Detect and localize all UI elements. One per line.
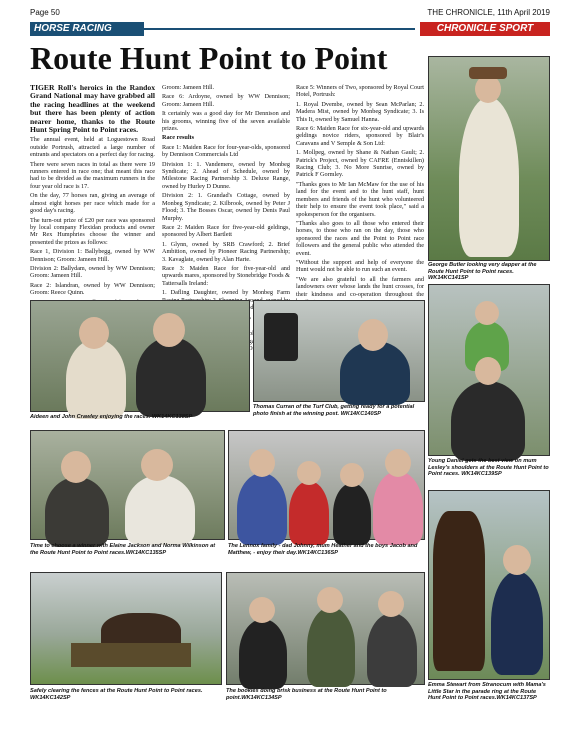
photo-elaine-norma	[30, 430, 225, 540]
caption-emma-stewart: Emma Stewart from Stranocum with Mama's Little Star in the parade ring at the Route Hunt Point to Point races.WK14KC137SP	[428, 682, 546, 702]
article-paragraph: 1. Mollpeg, owned by Shane & Nathan Gault; 2. Patrick's Project, owned by CAFRE (Enniskillen) Racing Club; 3. No More Sunrise, owned by Patrick F Gormley.	[296, 149, 424, 179]
figure-head	[358, 319, 388, 351]
figure-head	[249, 449, 275, 477]
caption-fences: Safely clearing the fences at the Route Hunt Point to Point races. WK14KC142SP	[30, 688, 203, 701]
figure-head	[340, 463, 364, 487]
figure-johnny	[237, 473, 287, 545]
article-paragraph: Race 2: Islandran, owned by WW Dennison; Groom: Reece Quinn.	[30, 281, 155, 297]
horse-shape	[433, 511, 485, 671]
article-paragraph: There were seven races in total as there were 19 runners entered in race one; that meant this race had to be divided as the maximum runners in the four year old race is 17.	[30, 160, 155, 190]
photo-bookies	[226, 572, 425, 685]
article-paragraph: The annual event, held at Loguestown Road outside Portrush, attracted a large number of entrants and spectators on a perfect day for racing.	[30, 136, 155, 159]
article-paragraph: "Without the support and help of everyone the Hunt would not be able to run such an event.	[296, 258, 424, 274]
figure-emma	[491, 571, 543, 675]
caption-bookies: The bookies doing brisk business at the Route Hunt Point to point.WK14KC134SP	[226, 688, 387, 701]
section-tag-chronicle-sport: CHRONICLE SPORT	[420, 22, 550, 36]
photo-curran	[253, 300, 425, 402]
figure-jacob	[289, 481, 329, 545]
photo-young-daniel	[428, 284, 550, 456]
figure-bookie	[239, 619, 287, 689]
figure-lesley	[451, 381, 525, 461]
caption-george-butler: George Butler looking very dapper at the Route Hunt Point to Point races. WK14KC141SP	[428, 262, 537, 282]
figure-coat	[459, 97, 519, 257]
section-divider	[144, 28, 415, 30]
article-paragraph: Race 3: Maiden Race for five-year-old and upwards mares, sponsored by Stonebridge Foods & Tattersalls Ireland:	[162, 264, 290, 287]
figure-john	[136, 337, 206, 417]
article-paragraph: 1. Glynn, owned by SRB Crawford; 2. Brief Ambition, owned by Pioneer Racing Partnership; 3. Kavaglate, owned by Alan Harte.	[162, 240, 290, 263]
article-paragraph: Race 1, Division 1: Ballybegg, owned by WW Dennison; Groom: Jameen Hill.	[30, 248, 155, 263]
figure-head	[153, 313, 185, 347]
article-paragraph: Race 6: Ardoyne, owned by WW Dennison; Groom: Jameen Hill.	[162, 93, 290, 108]
camera-icon	[264, 313, 298, 361]
article-paragraph: "Thanks goes to Mr Ian McMaw for the use of his land for the event and to the hunt staff, hunt members and friends of the hunt who volunteered their help to ensure the event took place," said a spokesperson for the organisers.	[296, 180, 424, 218]
photo-emma-stewart	[428, 490, 550, 680]
article-paragraph: Division 1: 1. Vandemere, owned by Monbeg Syndicate; 2. Ahead of Schedule, owned by Milestone Racing Partnership 3. Deluxe Range, owned by Hurley D Dunne.	[162, 160, 290, 190]
caption-young-daniel: Young Daniel gets the best view on mum Lesley's shoulders at the Route Hunt Point to Point races. WK14KC139SP	[428, 458, 549, 478]
fence-shape	[71, 643, 191, 667]
article-paragraph: Hegarty	[241, 337, 262, 345]
figure-head	[317, 587, 343, 613]
hat-icon	[469, 67, 507, 79]
article-paragraph: TIGER Roll's heroics in the Randox Grand National may have grabbed all the racing headlines at the weekend but there has been plenty of action nearer home, thanks to the Route Hunt Spring Point to Point races.	[30, 83, 155, 135]
figure-head	[378, 591, 404, 617]
figure-head	[141, 449, 173, 481]
figure-head	[61, 451, 91, 483]
figure-head	[249, 597, 275, 623]
figure-heather	[373, 471, 423, 545]
figure-matthew	[333, 483, 371, 545]
article-paragraph: 1. Dafling Daughter, owned by Monbeg Farm	[162, 289, 290, 297]
article-column-1	[30, 84, 155, 296]
article-paragraph: Race 1: Maiden Race for four-year-olds, sponsored by Dennison Commercials Ltd	[162, 143, 290, 159]
caption-curran: Thomas Curran of the Turf Club, getting ready for a potential photo finish at the winning post. WK14KC140SP	[253, 404, 415, 417]
figure-head	[79, 317, 109, 349]
article-paragraph: "Thanks also goes to all those who entered their horses, to those who ran on the day, those who sponsored the races and the Point to Point race followers and the general public who attended the event.	[296, 219, 424, 257]
headline: Route Hunt Point to Point	[30, 40, 388, 76]
article-paragraph: On the day, 77 horses ran, giving an average of almost eight horses per race which made for a good day's racing.	[30, 192, 155, 215]
page-number: Page 50	[30, 8, 60, 17]
figure-bookie	[307, 607, 355, 687]
figure-head	[503, 545, 531, 575]
section-tag-horse-racing: HORSE RACING	[30, 22, 144, 36]
article-paragraph: Groom: Jameen Hill.	[162, 84, 215, 91]
article-paragraph: 1. Royal Dvembe, owned by Sean McParlan; 2. Madera Mist, owned by Monbeg Syndicate; 3. Is This It, owned by Samuel Hanna.	[296, 100, 424, 123]
photo-george-butler	[428, 56, 550, 261]
article-paragraph: Race 2: Maiden Race for five-year-old geldings, sponsored by Albert Bartlett	[162, 223, 290, 239]
photo-fences	[30, 572, 222, 685]
article-paragraph: Race results	[162, 134, 195, 142]
article-column-3	[296, 84, 424, 296]
article-paragraph: It certainly was a good day for Mr Dennison and his grooms, winning five of the seven available prizes.	[162, 110, 290, 133]
article-paragraph: "We are also grateful to all the farmers and landowners over whose lands the hunt crosses, for their kindness and co-operation throughout the	[296, 275, 424, 298]
photo-crawley	[30, 300, 250, 412]
caption-crawley: Aideen and John Crawley enjoying the races. WK14KC138SP	[30, 414, 193, 420]
masthead-date: THE CHRONICLE, 11th April 2019	[427, 8, 550, 17]
section-bar	[30, 22, 550, 36]
article-paragraph: Division 2: 1. Grandad's Cottage, owned by Monbeg Syndicate; 2. Kilbrook, owned by Peter J Flood; 3. The Bosses Oscar, owned by Denis Paul Murphy.	[162, 192, 290, 222]
figure-punter	[367, 613, 417, 687]
caption-elaine-norma: Time to choose a winner with Elaine Jackson and Norma Wilkinson at the Route Hunt Point to Point races.WK14KC135SP	[30, 543, 216, 556]
figure-head	[475, 75, 501, 103]
figure-head	[475, 301, 499, 325]
figure-norma	[125, 475, 195, 545]
article-paragraph: Race 5: Winners of Two, sponsored by Royal Court Hotel, Portrush:	[296, 84, 424, 99]
figure-head	[475, 357, 501, 385]
caption-lennox-family: The Lennox family - dad Johnny, mum Heather and the boys Jacob and Matthew, - enjoy their day.WK14KC136SP	[228, 543, 418, 556]
article-paragraph: The turn-out prize of £20 per race was sponsored by local company Flexidan products and owner Mr Rex Humphries choose the winner and presented the prizes as follows:	[30, 216, 155, 246]
figure-elaine	[45, 477, 109, 547]
page-header	[30, 8, 550, 20]
figure-aideen	[66, 339, 126, 419]
photo-lennox-family	[228, 430, 425, 540]
figure-head	[297, 461, 321, 485]
figure-head	[385, 449, 411, 477]
article-paragraph: Race 6: Maiden Race for six-year-old and upwards geldings novice riders, sponsored by Blair's Caravans and V Semple & Son Ltd:	[296, 125, 424, 147]
article-column-2	[162, 84, 290, 345]
article-paragraph: Division 2: Ballydam, owned by WW Dennison; Groom: Jameen Hill.	[30, 264, 155, 280]
